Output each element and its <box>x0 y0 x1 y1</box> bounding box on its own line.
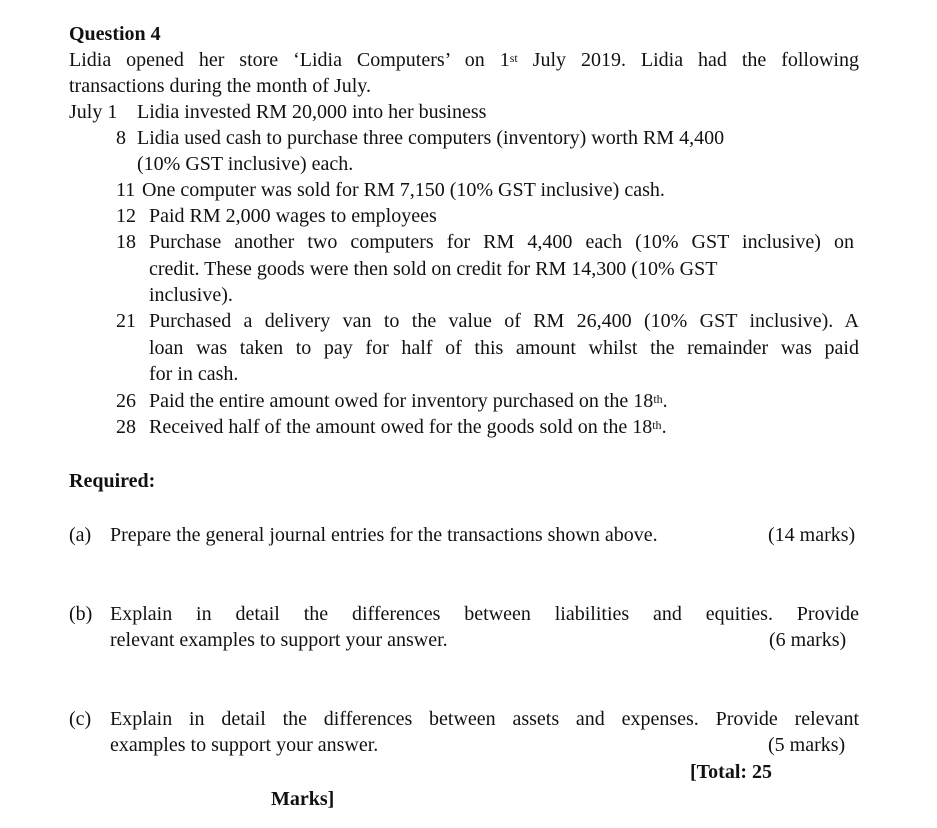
part-b-marks: (6 marks) <box>769 629 847 651</box>
transaction-text: for in cash. <box>149 363 239 385</box>
transaction-date: 26 <box>116 390 136 412</box>
transaction-date: 12 <box>116 205 136 227</box>
transaction-text: Lidia used cash to purchase three computers (inventory) worth RM 4,400 <box>137 127 725 149</box>
total-marks-line2: Marks] <box>271 788 335 810</box>
part-c-marks: (5 marks) <box>768 734 846 756</box>
ordinal-sup: th <box>652 418 662 432</box>
intro-sup: st <box>509 51 518 65</box>
transaction-text: Paid RM 2,000 wages to employees <box>149 205 437 227</box>
intro-text-b: July 2019. Lidia had the following <box>517 49 859 71</box>
transaction-text: Lidia invested RM 20,000 into her business <box>137 101 487 123</box>
part-b-label: (b) <box>69 603 93 625</box>
transaction-text <box>149 414 667 440</box>
part-c-text: Explain in detail the differences between assets and expenses. Provide relevant <box>110 708 859 730</box>
transaction-text-main: Paid the entire amount owed for inventory purchased on the 18 <box>149 390 654 412</box>
part-a-marks: (14 marks) <box>768 524 856 546</box>
transaction-text-tail: . <box>662 390 668 412</box>
transaction-text: (10% GST inclusive) each. <box>137 153 354 175</box>
total-marks-line1: [Total: 25 <box>690 761 773 783</box>
transaction-date: 28 <box>116 416 136 438</box>
transaction-text: One computer was sold for RM 7,150 (10% GST inclusive) cash. <box>142 179 665 201</box>
transaction-text: Purchase another two computers for RM 4,400 each (10% GST inclusive) on <box>149 231 854 253</box>
transaction-text: Purchased a delivery van to the value of RM 26,400 (10% GST inclusive). A <box>149 310 859 332</box>
part-b-text: Explain in detail the differences between liabilities and equities. Provide <box>110 603 859 625</box>
transaction-date: 21 <box>116 310 136 332</box>
question-title: Question 4 <box>69 23 161 45</box>
transaction-date: 11 <box>116 179 136 201</box>
transaction-text: inclusive). <box>149 284 233 306</box>
part-a-text: Prepare the general journal entries for the transactions shown above. <box>110 524 658 546</box>
intro-line-2: transactions during the month of July. <box>69 75 371 97</box>
transaction-date: 18 <box>116 231 136 253</box>
part-a-label: (a) <box>69 524 92 546</box>
part-c-label: (c) <box>69 708 92 730</box>
required-heading: Required: <box>69 470 156 492</box>
transaction-text: credit. These goods were then sold on credit for RM 14,300 (10% GST <box>149 258 718 280</box>
transaction-text <box>149 388 668 414</box>
intro-text-a: Lidia opened her store ‘Lidia Computers’ on 1 <box>69 49 510 71</box>
transaction-text-tail: . <box>661 416 667 438</box>
transaction-text: loan was taken to pay for half of this amount whilst the remainder was paid <box>149 337 859 359</box>
intro-line-1 <box>69 47 859 73</box>
part-b-text: relevant examples to support your answer. <box>110 629 448 651</box>
transaction-text-main: Received half of the amount owed for the goods sold on the 18 <box>149 416 653 438</box>
part-c-text: examples to support your answer. <box>110 734 379 756</box>
transaction-date: 8 <box>116 127 126 149</box>
ordinal-sup: th <box>653 392 663 406</box>
transaction-date-july1: July 1 <box>69 101 118 123</box>
